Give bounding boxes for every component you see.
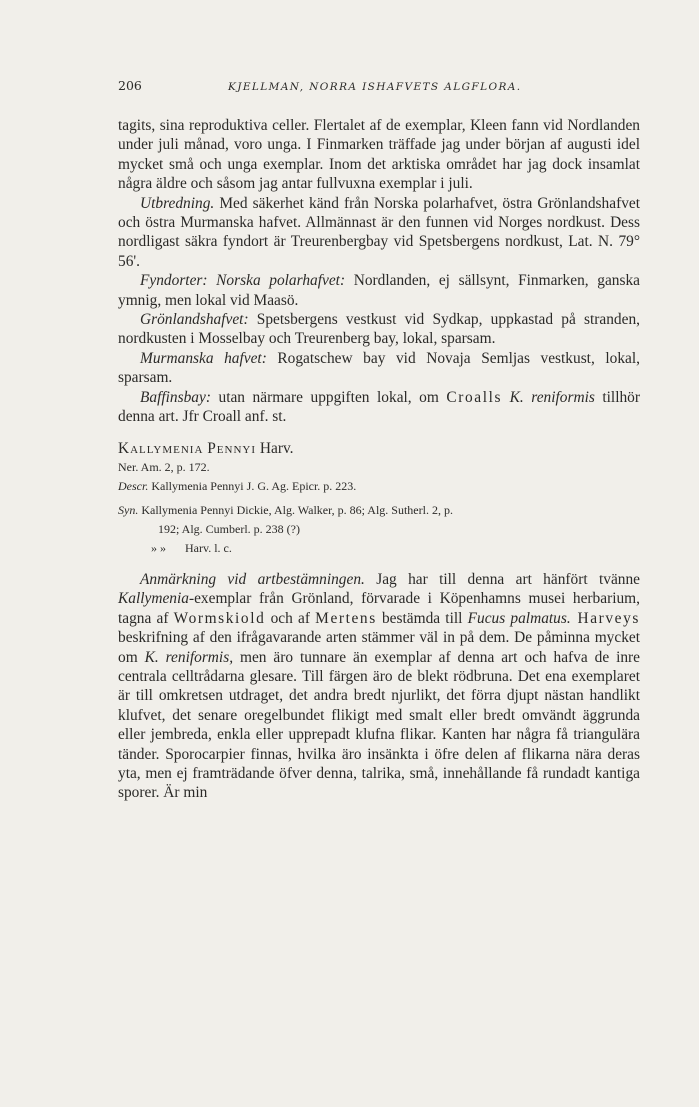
remark-text-5: beskrifning af den ifrågavarande arten stämmer väl in på dem. De påminna mycket om: [118, 629, 640, 666]
reference-synonyms-continued: 192; Alg. Cumberl. p. 238 (?): [158, 521, 300, 536]
synonyms-label: Syn.: [118, 502, 139, 517]
paragraph-localities: [118, 271, 640, 310]
paragraph-greenland-sea: [118, 310, 640, 349]
species-author: Harv.: [259, 439, 294, 457]
species-epithet: Pennyi: [207, 439, 257, 457]
running-title: KJELLMAN, NORRA ISHAFVETS ALGFLORA.: [228, 81, 522, 93]
reference-original: Ner. Am. 2, p. 172.: [118, 459, 210, 474]
baffin-bay-text: utan närmare uppgiften lokal, om: [210, 388, 447, 406]
ditto-text: Harv. l. c.: [185, 540, 232, 555]
paragraph-baffin-bay: [118, 388, 640, 427]
localities-label: Fyndorter:: [140, 272, 208, 290]
greenland-sea-label: Grönlandshafvet:: [140, 311, 249, 329]
description-text: Kallymenia Pennyi J. G. Ag. Epicr. p. 223.: [148, 478, 357, 493]
reference-ditto: [118, 539, 640, 558]
remark-text-6: men äro tunnare än exemplar af denna art och hafva de inre centrala celltrådarna glesare. Till färgen äro de blekt rödbruna. Det ena exemplaret är till omkretsen utdraget, det andra bredt njurlikt, det förra djupt nästan handlikt klufvet, det senare oregelbundet flikigt med smalt eller bredt omvändt äggrunda eller jembreda, enkla eller upprepadt klufna flikar. Kanten har några få triangulära tänder. Sporocarpier finnas, hvilka äro insänkta i öfre delen af flikarna nära deras yta, men ej framträdande öfver denna, talrika, små, innehållande få rundadt kantiga sporer. Är min: [118, 648, 641, 802]
collector-mertens: Mertens: [315, 609, 377, 627]
page-body: [118, 116, 640, 803]
remark-text-4: bestämda till: [376, 609, 468, 627]
remark-fucus: Fucus palmatus.: [467, 609, 571, 627]
baffin-bay-label: Baffinsbay:: [140, 388, 211, 406]
greenland-sea-text: Spetsbergens vestkust vid Sydkap, uppkastad på stranden, nordkusten i Mosselbay och Treurenberg bay, lokal, sparsam.: [118, 311, 640, 348]
remark-reniformis: K. reniformis,: [144, 648, 234, 666]
paragraph-remark: [118, 570, 640, 803]
norwegian-sea-text: Nordlanden, ej sällsynt, Finmarken, ganska ymnig, men lokal vid Maasö.: [118, 272, 640, 309]
paragraph-distribution: [118, 194, 640, 272]
author-harvey: Harveys: [570, 609, 640, 627]
murman-sea-text: Rogatschew bay vid Novaja Semljas vestkust, lokal, sparsam.: [118, 349, 640, 387]
distribution-text: Med säkerhet känd från Norska polarhafvet, östra Grönlandshafvet och östra Murmanska hafvet. Allmännast är den funnen vid Norges nordkust. Dess nordligast säkra fyndort är Treurenbergbay vid Spetsbergens nordkust, Lat. N. 79° 56'.: [118, 194, 640, 270]
remark-text-3: och af: [265, 609, 316, 627]
species-heading: [118, 439, 640, 458]
reference-synonyms: [118, 501, 640, 520]
croall-name: Croalls: [446, 388, 503, 406]
remark-text-2: -exemplar från Grönland, förvarade i Köpenhamns musei herbarium, tagna af: [118, 590, 640, 627]
distribution-label: Utbredning.: [140, 194, 215, 212]
murman-sea-label: Murmanska hafvet:: [140, 349, 267, 367]
remark-label: Anmärkning vid artbestämningen.: [140, 570, 365, 588]
baffin-bay-text-end: tillhör denna art. Jfr Croall anf. st.: [118, 388, 641, 426]
remark-text-1: Jag har till denna art hänfört tvänne: [364, 570, 640, 588]
description-label: Descr.: [118, 478, 149, 493]
collector-wormskiold: Wormskiold: [173, 609, 266, 627]
synonyms-text: Kallymenia Pennyi Dickie, Alg. Walker, p. 86; Alg. Sutherl. 2, p.: [138, 502, 453, 517]
paragraph-reproduction: tagits, sina reproduktiva celler. Flertalet af de exemplar, Kleen fann vid Nordlanden under juli månad, voro unga. I Finmarken träffade jag under början af augusti idel mycket små och unga exemplar. Inom det arktiska området har jag dock insamlat några äldre och såsom jag antar fullvuxna exemplar i juli.: [118, 117, 640, 193]
ditto-marks: » »: [151, 540, 166, 555]
paragraph-murman-sea: [118, 349, 640, 388]
norwegian-sea-label: Norska polarhafvet:: [216, 272, 346, 290]
remark-genus: Kallymenia: [118, 590, 189, 608]
page-number: 206: [118, 78, 142, 93]
species-ref-reniformis: K. reniformis: [502, 388, 595, 406]
species-genus: Kallymenia: [118, 439, 204, 457]
reference-description: [118, 477, 640, 496]
